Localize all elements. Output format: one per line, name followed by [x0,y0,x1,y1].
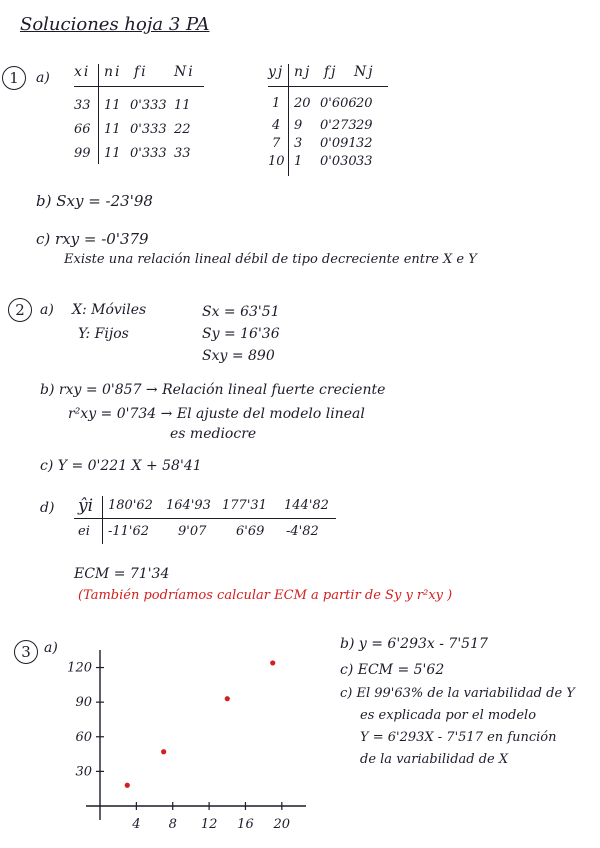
table2-cell: 32 [356,136,373,151]
y-tick-label: 90 [75,695,92,711]
y-tick-label: 30 [75,764,92,780]
table1-header-fi: fi [134,64,148,80]
table1-cell: 0'333 [130,98,167,113]
ex3-c-line: de la variabilidad de X [360,752,509,767]
residuals-table [74,494,344,550]
table2-cell: 9 [294,118,303,133]
table2-cell: 29 [356,118,373,133]
scatter-point [161,749,166,754]
table1-header-xi: xi [74,64,91,80]
ex2-c-regression: c) Y = 0'221 X + 58'41 [40,458,202,474]
table1-column-rule [98,64,99,164]
table2-column-rule [288,64,289,176]
ex3-c-line: es explicada por el modelo [360,708,537,723]
exercise-2-number: 2 [8,298,32,322]
x-tick-label: 16 [237,817,254,832]
table1-cell: 33 [74,98,91,113]
scatter-point [225,696,230,701]
x-tick-label: 12 [200,817,218,832]
residual-value: 6'69 [236,524,265,539]
yhat-value: 180'62 [108,498,153,513]
exercise-3-number: 3 [14,640,38,664]
x-tick-label: 4 [132,817,141,832]
scatter-plot [40,650,310,840]
residual-label: ei [78,524,90,539]
table2-cell: 0'606 [320,96,357,111]
ex3-c-ecm: c) ECM = 5'62 [340,662,445,678]
table1-cell: 11 [104,146,121,161]
page-title: Soluciones hoja 3 PA [20,14,210,35]
residual-value: 9'07 [178,524,207,539]
table2-header-Nj: Nj [354,64,375,80]
exercise-1-number: 1 [2,66,26,90]
table1-header-rule [74,86,204,87]
table2-cell: 0'091 [320,136,357,151]
scatter-point [270,660,275,665]
ex2-red-note: (También podríamos calcular ECM a partir de Sy y r²xy ) [78,588,453,603]
table2-cell: 10 [268,154,285,169]
residuals-column-rule [102,496,103,544]
table1-cell: 66 [74,122,91,137]
ex2-a-label: a) [40,302,54,318]
table2-cell: 1 [272,96,281,111]
table2-header-nj: nj [294,64,312,80]
table2-cell: 20 [356,96,373,111]
ex2-sxy: Sxy = 890 [202,348,275,364]
residuals-rule [74,518,336,519]
ex2-x-definition: X: Móviles [72,302,147,318]
table2-cell: 20 [294,96,311,111]
ex3-b-regression: b) y = 6'293x - 7'517 [340,636,488,652]
ex3-c-line: Y = 6'293X - 7'517 en función [360,730,557,745]
ex2-b-determination: r²xy = 0'734 → El ajuste del modelo lineal [68,406,365,422]
table2-cell: 0'273 [320,118,357,133]
table1-cell: 0'333 [130,122,167,137]
table1-cell: 33 [174,146,191,161]
table1-cell: 99 [74,146,91,161]
y-tick-label: 60 [75,729,92,745]
x-tick-label: 8 [168,817,177,832]
table1-cell: 0'333 [130,146,167,161]
table1-cell: 11 [104,98,121,113]
table2-cell: 33 [356,154,373,169]
table2-cell: 1 [294,154,303,169]
table2-header-rule [268,86,388,87]
scatter-point [125,783,130,788]
ex3-c-line: c) El 99'63% de la variabilidad de Y [340,686,575,701]
table2-header-yj: yj [268,64,285,80]
ex2-sy: Sy = 16'36 [202,326,280,342]
table1-cell: 22 [174,122,191,137]
ex1-a-label: a) [36,70,50,86]
table1-header-Ni: Ni [174,64,195,80]
table2-header-fj: fj [324,64,338,80]
frequency-table-y [268,62,398,182]
ex1-b-covariance: b) Sxy = -23'98 [36,192,153,210]
yhat-label: ŷi [78,496,94,516]
yhat-value: 164'93 [166,498,211,513]
table1-cell: 11 [104,122,121,137]
ex3-a-label: a) [44,640,58,656]
table2-cell: 4 [272,118,281,133]
frequency-table-x [74,62,214,172]
ex2-sx: Sx = 63'51 [202,304,280,320]
table2-cell: 0'030 [320,154,357,169]
residual-value: -4'82 [286,524,319,539]
x-tick-label: 20 [273,817,291,832]
yhat-value: 177'31 [222,498,267,513]
y-tick-label: 120 [67,660,92,676]
ex1-c-interpretation: Existe una relación lineal débil de tipo decreciente entre X e Y [64,252,477,267]
table2-cell: 3 [294,136,303,151]
ex1-c-correlation: c) rxy = -0'379 [36,230,149,248]
ex2-ecm: ECM = 71'34 [74,566,170,582]
table1-header-ni: ni [104,64,122,80]
ex2-y-definition: Y: Fijos [78,326,129,342]
table1-cell: 11 [174,98,191,113]
ex2-b-correlation: b) rxy = 0'857 → Relación lineal fuerte creciente [40,382,386,398]
yhat-value: 144'82 [284,498,329,513]
table2-cell: 7 [272,136,281,151]
ex2-b-conclusion: es mediocre [170,426,257,442]
ex2-d-label: d) [40,500,55,516]
residual-value: -11'62 [108,524,150,539]
